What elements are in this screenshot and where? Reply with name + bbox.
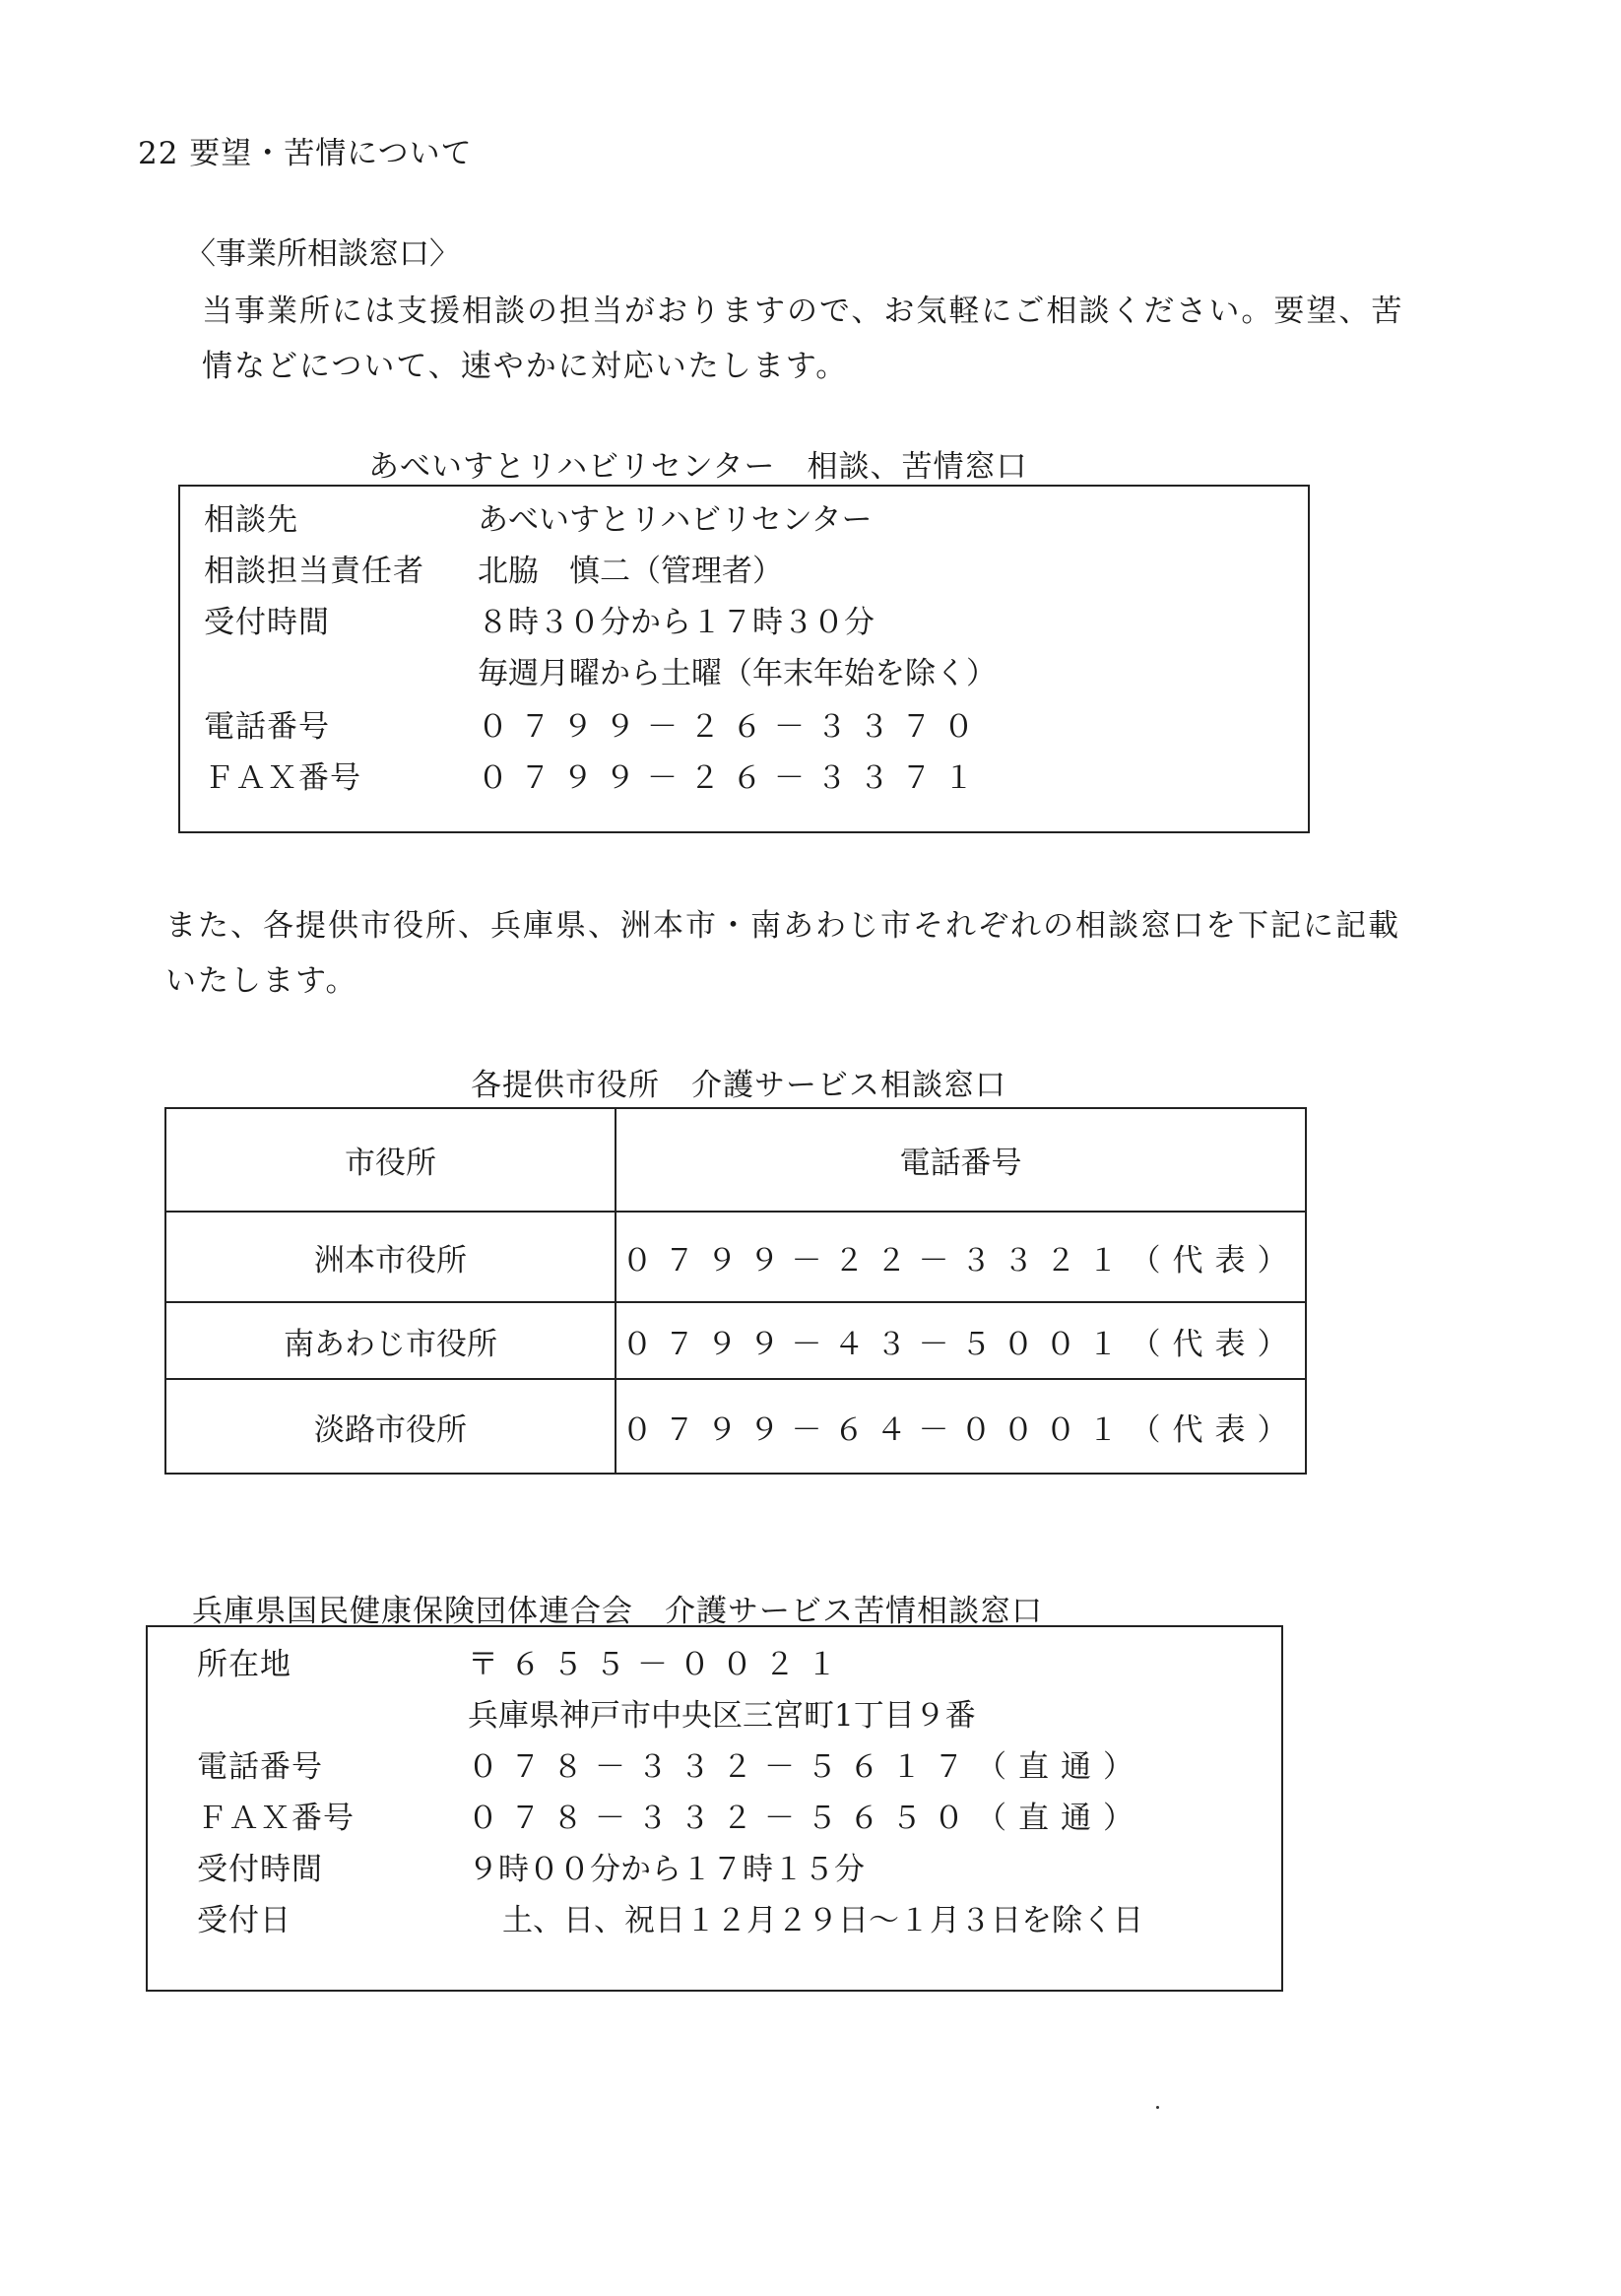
phone-number: ０７８－３３２－５６１７（直通）	[468, 1749, 1145, 1785]
section-heading: 22 要望・苦情について	[138, 136, 473, 171]
row-value: 土、日、祝日１２月２９日～１月３日を除く日	[502, 1903, 1143, 1938]
row-value: 毎週月曜から土曜（年末年始を除く）	[478, 656, 997, 691]
table-row	[165, 1302, 1306, 1379]
table-row	[165, 1212, 1306, 1302]
phone-number: ０７９９－２６－３３７０	[478, 709, 986, 745]
row-label: 電話番号	[197, 1749, 323, 1785]
paragraph-line: いたします。	[165, 963, 358, 999]
row-value: 北脇 慎二（管理者）	[478, 554, 783, 589]
column-header: 市役所	[165, 1108, 616, 1212]
tel-cell: ０７９９－６４－０００１（代表）	[616, 1379, 1306, 1474]
row-label: 所在地	[197, 1647, 292, 1682]
city-office-table	[164, 1107, 1307, 1475]
fax-number: ０７８－３３２－５６５０（直通）	[468, 1801, 1145, 1836]
row-label: 受付時間	[204, 605, 330, 640]
address: 兵庫県神戸市中央区三宮町1丁目９番	[468, 1698, 976, 1734]
tel-cell: ０７９９－４３－５００１（代表）	[616, 1302, 1306, 1379]
row-label: 相談先	[204, 502, 298, 538]
office-cell: 洲本市役所	[165, 1212, 616, 1302]
column-header: 電話番号	[616, 1108, 1306, 1212]
kokuho-box-caption: 兵庫県国民健康保険団体連合会 介護サービス苦情相談窓口	[192, 1594, 1043, 1629]
intro-line: 当事業所には支援相談の担当がおりますので、お気軽にご相談ください。要望、苦	[202, 294, 1404, 329]
row-label: ＦＡＸ番号	[197, 1801, 355, 1836]
table-row	[165, 1379, 1306, 1474]
center-contact-box	[178, 485, 1310, 833]
row-value: あべいすとリハビリセンター	[478, 502, 873, 538]
office-cell: 南あわじ市役所	[165, 1302, 616, 1379]
office-consultation-subheading: 〈事業所相談窓口〉	[185, 236, 460, 272]
tel-cell: ０７９９－２２－３３２１（代表）	[616, 1212, 1306, 1302]
scan-speck	[1156, 2106, 1159, 2109]
center-box-caption: あべいすとリハビリセンター 相談、苦情窓口	[368, 449, 1028, 485]
second-paragraph	[165, 898, 1465, 1009]
postal-code: 〒６５５－００２１	[468, 1647, 849, 1682]
row-label: 相談担当責任者	[204, 554, 424, 589]
row-label: 電話番号	[204, 709, 330, 745]
intro-line: 情などについて、速やかに対応いたします。	[202, 349, 849, 384]
office-cell: 淡路市役所	[165, 1379, 616, 1474]
row-label: 受付時間	[197, 1852, 323, 1887]
row-value: ９時００分から１７時１５分	[468, 1852, 865, 1887]
row-value: ８時３０分から１７時３０分	[478, 605, 875, 640]
fax-number: ０７９９－２６－３３７１	[478, 760, 986, 796]
row-label: ＦＡＸ番号	[204, 760, 361, 796]
row-label: 受付日	[197, 1903, 292, 1938]
table-header-row	[165, 1108, 1306, 1212]
kokuho-contact-box	[146, 1625, 1283, 1992]
paragraph-line: また、各提供市役所、兵庫県、洲本市・南あわじ市それぞれの相談窓口を下記に記載	[165, 908, 1400, 944]
city-table-caption: 各提供市役所 介護サービス相談窓口	[471, 1068, 1006, 1103]
intro-paragraph	[202, 284, 1482, 394]
